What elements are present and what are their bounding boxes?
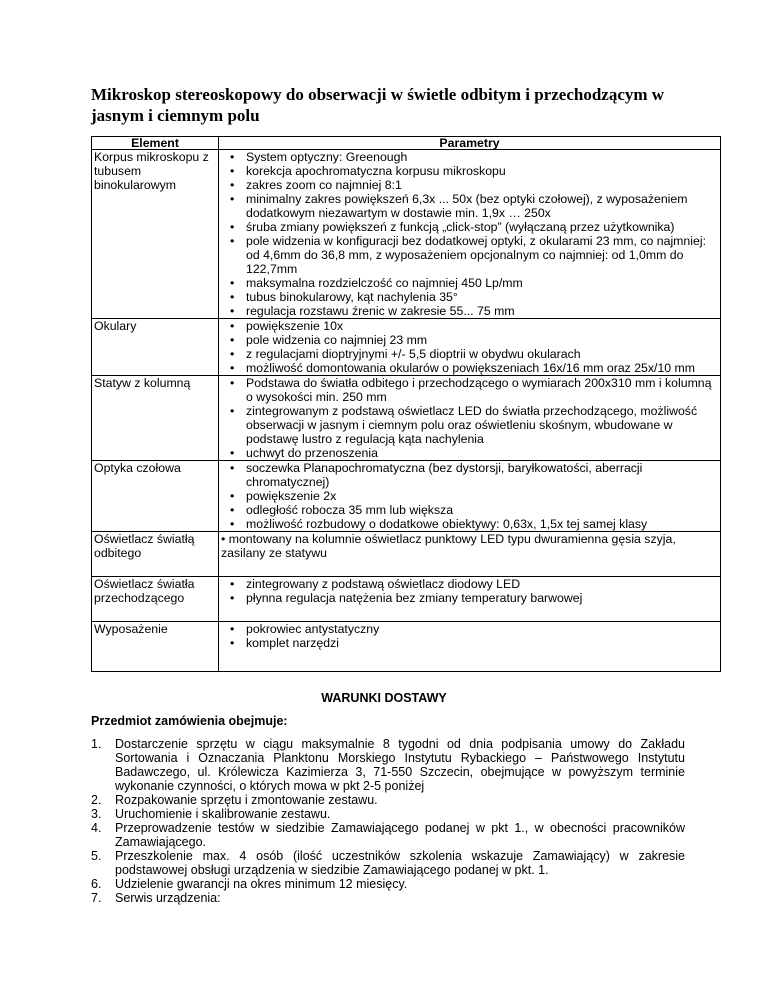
specification-table bbox=[91, 136, 721, 672]
row-element-label: Optyka czołowa bbox=[92, 461, 219, 532]
item-text: Przeszkolenie max. 4 osób (ilość uczestników szkolenia wskazuje Zamawiający) w zakresie podstawowej obsługi urządzenia w siedzibie Zamawiającego podanej w pkt. 1. bbox=[115, 849, 685, 877]
list-item bbox=[91, 877, 685, 891]
document-title: Mikroskop stereoskopowy do obserwacji w świetle odbitym i przechodzącym w jasnym i ciemnym polu bbox=[91, 85, 665, 125]
list-item: • Podstawa do światła odbitego i przechodzącego o wymiarach 200x310 mm i kolumną o wysokości min. 250 mm bbox=[221, 376, 718, 404]
list-item: • korekcja apochromatyczna korpusu mikroskopu bbox=[221, 164, 718, 178]
parameter-text: • montowany na kolumnie oświetlacz punktowy LED typu dwuramienna gęsia szyja, zasilany ze statywu bbox=[221, 532, 676, 560]
list-item: • możliwość rozbudowy o dodatkowe obiektywy: 0,63x, 1,5x tej samej klasy bbox=[221, 517, 718, 531]
list-item: • zakres zoom co najmniej 8:1 bbox=[221, 178, 718, 192]
item-text: Rozpakowanie sprzętu i zmontowanie zestawu. bbox=[115, 793, 378, 807]
item-number: 7. bbox=[91, 891, 102, 905]
list-item: • regulacja rozstawu źrenic w zakresie 55... 75 mm bbox=[221, 304, 718, 318]
delivery-subheading: Przedmiot zamówienia obejmuje: bbox=[91, 714, 288, 728]
row-element-label: Statyw z kolumną bbox=[92, 376, 219, 461]
parameter-list bbox=[221, 319, 718, 375]
list-item: • odległość robocza 35 mm lub większa bbox=[221, 503, 718, 517]
parameter-list bbox=[221, 150, 718, 318]
list-item bbox=[91, 793, 685, 807]
list-item: • powiększenie 2x bbox=[221, 489, 718, 503]
list-item bbox=[91, 737, 685, 793]
table-row bbox=[92, 622, 721, 672]
list-item: • powiększenie 10x bbox=[221, 319, 718, 333]
list-item bbox=[91, 891, 685, 905]
delivery-terms-list bbox=[91, 737, 685, 905]
row-parameters bbox=[219, 532, 721, 577]
parameter-list bbox=[221, 577, 718, 605]
list-item: • maksymalna rozdzielczość co najmniej 450 Lp/mm bbox=[221, 276, 718, 290]
header-element: Element bbox=[92, 137, 219, 150]
table-row bbox=[92, 150, 721, 319]
table-row bbox=[92, 577, 721, 622]
item-number: 4. bbox=[91, 821, 102, 835]
row-parameters bbox=[219, 461, 721, 532]
row-element-label: Oświetlacz światła przechodzącego bbox=[92, 577, 219, 622]
header-parameters: Parametry bbox=[219, 137, 721, 150]
table-row bbox=[92, 319, 721, 376]
list-item: • pole widzenia w konfiguracji bez dodatkowej optyki, z okularami 23 mm, co najmniej: od 4,6mm do 36,8 mm, z wyposażeniem opcjonalnym co najmniej: od 1,0mm do 122,7mm bbox=[221, 234, 718, 276]
item-text: Uruchomienie i skalibrowanie zestawu. bbox=[115, 807, 331, 821]
row-element-label: Korpus mikroskopu z tubusem binokularowym bbox=[92, 150, 219, 319]
list-item: • tubus binokularowy, kąt nachylenia 35° bbox=[221, 290, 718, 304]
list-item: • zintegrowanym z podstawą oświetlacz LED do światła przechodzącego, możliwość obserwacji w jasnym i ciemnym polu oraz oświetleniu skośnym, wbudowane w podstawę lustro z regulacją kąta nachylenia bbox=[221, 404, 718, 446]
row-element-label: Okulary bbox=[92, 319, 219, 376]
table-row bbox=[92, 461, 721, 532]
item-text: Przeprowadzenie testów w siedzibie Zamawiającego podanej w pkt 1., w obecności pracowników Zamawiającego. bbox=[115, 821, 685, 849]
list-item: • zintegrowany z podstawą oświetlacz diodowy LED bbox=[221, 577, 718, 591]
item-number: 5. bbox=[91, 849, 102, 863]
list-item: • System optyczny: Greenough bbox=[221, 150, 718, 164]
item-number: 2. bbox=[91, 793, 102, 807]
table-row bbox=[92, 532, 721, 577]
list-item: • pokrowiec antystatyczny bbox=[221, 622, 718, 636]
list-item: • z regulacjami dioptryjnymi +/- 5,5 dioptrii w obydwu okularach bbox=[221, 347, 718, 361]
parameter-list bbox=[221, 622, 718, 650]
delivery-heading: WARUNKI DOSTAWY bbox=[321, 691, 447, 705]
list-item: • pole widzenia co najmniej 23 mm bbox=[221, 333, 718, 347]
list-item bbox=[91, 807, 685, 821]
parameter-list bbox=[221, 461, 718, 531]
list-item: • płynna regulacja natężenia bez zmiany temperatury barwowej bbox=[221, 591, 718, 605]
list-item: • minimalny zakres powiększeń 6,3x ... 50x (bez optyki czołowej), z wyposażeniem dodatkowym niezawartym w dostawie min. 1,9x … 250x bbox=[221, 192, 718, 220]
list-item bbox=[91, 849, 685, 877]
row-parameters bbox=[219, 319, 721, 376]
parameter-list bbox=[221, 376, 718, 460]
table-header-row bbox=[92, 137, 721, 150]
list-item: • soczewka Planapochromatyczna (bez dystorsji, baryłkowatości, aberracji chromatycznej) bbox=[221, 461, 718, 489]
item-number: 1. bbox=[91, 737, 102, 751]
item-number: 6. bbox=[91, 877, 102, 891]
row-parameters bbox=[219, 150, 721, 319]
list-item: • uchwyt do przenoszenia bbox=[221, 446, 718, 460]
item-text: Serwis urządzenia: bbox=[115, 891, 221, 905]
row-element-label: Wyposażenie bbox=[92, 622, 219, 672]
table-row bbox=[92, 376, 721, 461]
item-number: 3. bbox=[91, 807, 102, 821]
list-item: • śruba zmiany powiększeń z funkcją „click-stop” (wyłączaną przez użytkownika) bbox=[221, 220, 718, 234]
list-item bbox=[91, 821, 685, 849]
item-text: Dostarczenie sprzętu w ciągu maksymalnie 8 tygodni od dnia podpisania umowy do Zakładu Sortowania i Oznaczania Planktonu Morskiego Instytutu Rybackiego – Państwowego Instytutu Badawczego, ul. Królewicza Kazimierza 3, 71-550 Szczecin, obejmujące w powyższym terminie wykonanie czynności, o których mowa w pkt 2-5 poniżej bbox=[115, 737, 685, 793]
row-element-label: Oświetlacz światłą odbitego bbox=[92, 532, 219, 577]
row-parameters bbox=[219, 622, 721, 672]
list-item: • możliwość domontowania okularów o powiększeniach 16x/16 mm oraz 25x/10 mm bbox=[221, 361, 718, 375]
item-text: Udzielenie gwarancji na okres minimum 12 miesięcy. bbox=[115, 877, 408, 891]
row-parameters bbox=[219, 376, 721, 461]
row-parameters bbox=[219, 577, 721, 622]
list-item: • komplet narzędzi bbox=[221, 636, 718, 650]
